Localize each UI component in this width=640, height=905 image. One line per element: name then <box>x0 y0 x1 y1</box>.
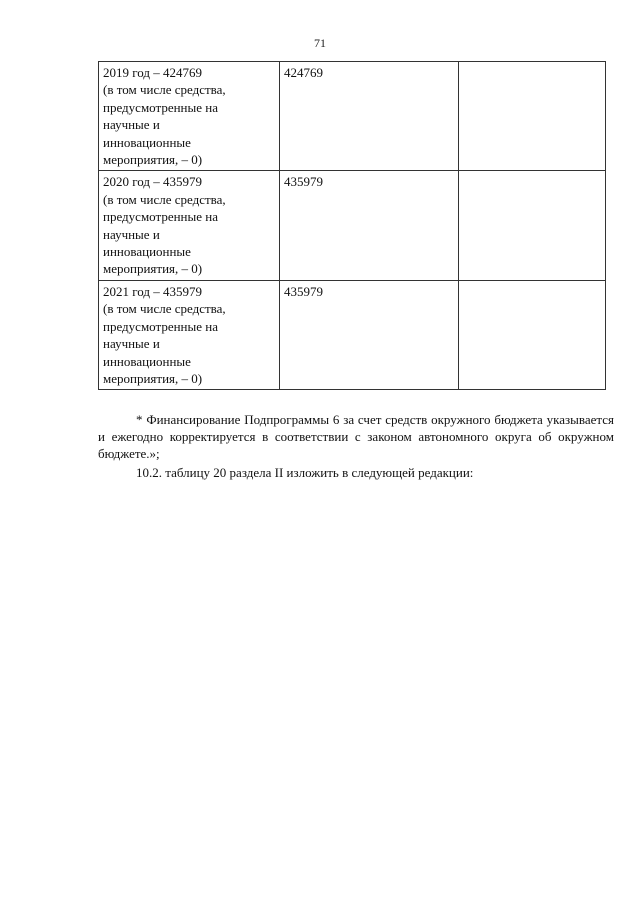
amount-cell: 424769 <box>280 62 459 171</box>
instruction-paragraph: 10.2. таблицу 20 раздела II изложить в следующей редакции: <box>136 465 474 480</box>
year-cell <box>99 62 280 171</box>
cell-line: (в том числе средства, <box>103 82 226 98</box>
cell-line: научные и <box>103 336 160 352</box>
cell-line: (в том числе средства, <box>103 301 226 317</box>
empty-cell <box>459 171 606 280</box>
amount-cell: 435979 <box>280 280 459 389</box>
year-cell <box>99 280 280 389</box>
cell-line: 2019 год – 424769 <box>103 65 202 80</box>
cell-line: 2020 год – 435979 <box>103 174 202 190</box>
cell-line: инновационные <box>103 134 191 150</box>
cell-line: научные и <box>103 226 160 242</box>
cell-line: предусмотренные на <box>103 99 219 115</box>
cell-line: 2021 год – 435979 <box>103 283 202 299</box>
funding-table <box>98 61 606 390</box>
cell-line: предусмотренные на <box>103 209 219 225</box>
empty-cell <box>459 62 606 171</box>
cell-line: научные и <box>103 117 160 133</box>
amount-cell: 435979 <box>280 171 459 280</box>
empty-cell <box>459 280 606 389</box>
page-number: 71 <box>314 36 326 50</box>
cell-line: инновационные <box>103 244 191 260</box>
cell-line: инновационные <box>103 353 191 369</box>
cell-line: мероприятия, – 0) <box>103 152 203 168</box>
cell-line: (в том числе средства, <box>103 191 226 207</box>
table-row <box>99 171 606 280</box>
cell-line: предусмотренные на <box>103 318 219 334</box>
year-cell <box>99 171 280 280</box>
footnote-paragraph: * Финансирование Подпрограммы 6 за счет средств окружного бюджета указывается и ежегодно корректируется в соответствии с законом автономного округа об окружном бюджете.»; <box>98 412 614 461</box>
table-row <box>99 62 606 171</box>
table-row <box>99 280 606 389</box>
cell-line: мероприятия, – 0) <box>103 370 203 386</box>
cell-line: мероприятия, – 0) <box>103 261 203 277</box>
